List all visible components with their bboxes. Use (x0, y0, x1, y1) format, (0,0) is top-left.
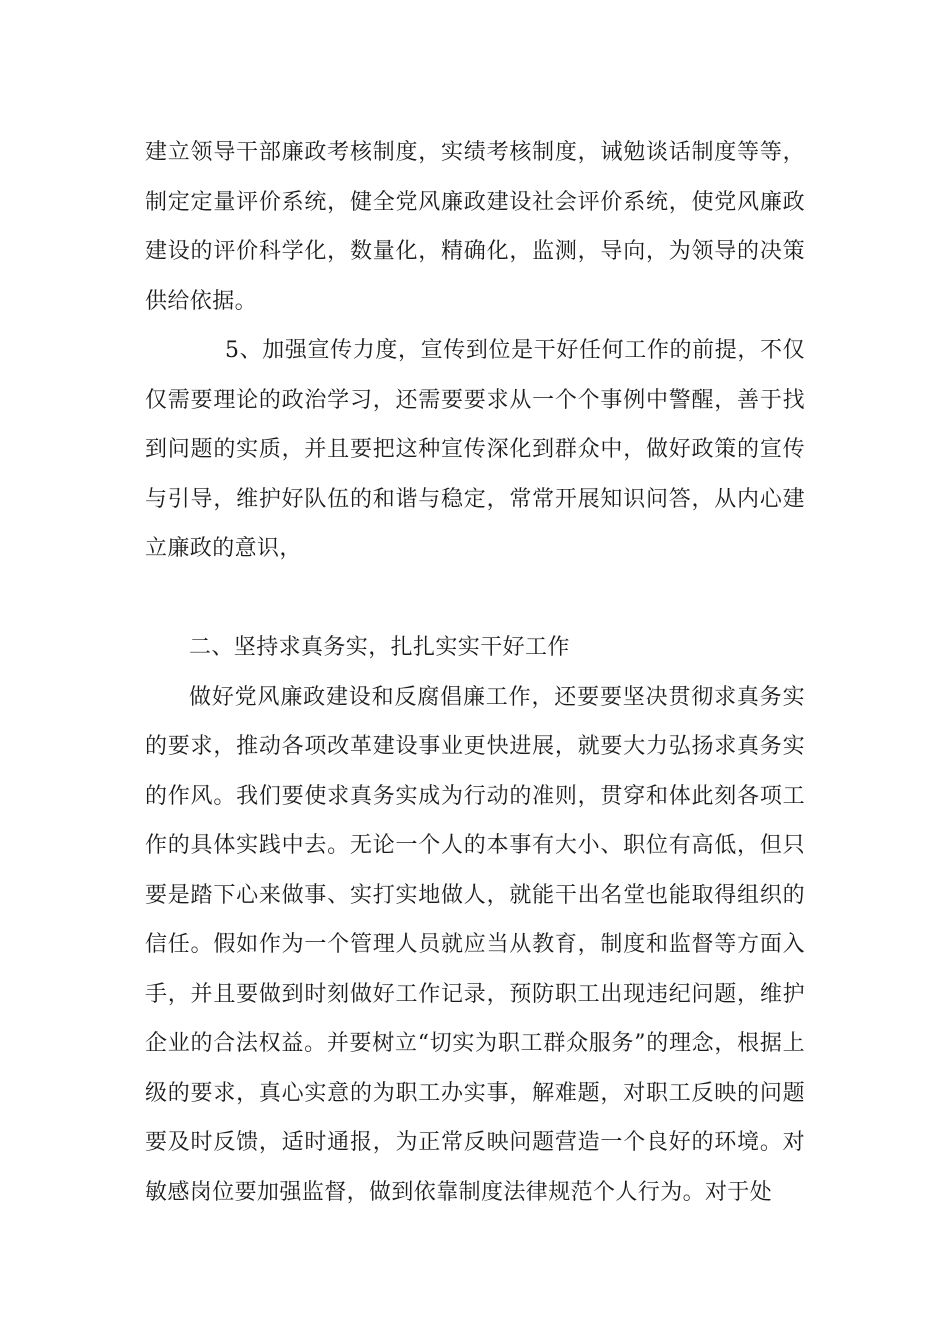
paragraph-publicity: 5、加强宣传力度，宣传到位是干好任何工作的前提，不仅仅需要理论的政治学习，还需要要求从一个个事例中警醒，善于找到问题的实质，并且要把这种宣传深化到群众中，做好政策的宣传与引导，维护好队伍的和谐与稳定，常常开展知识问答，从内心建立廉政的意识， (145, 338, 805, 561)
paragraph-spacer (145, 574, 805, 624)
section-heading: 二、坚持求真务实，扎扎实实干好工作 (189, 635, 570, 660)
document-body (145, 128, 805, 1217)
paragraph-evaluation-system: 建立领导干部廉政考核制度，实绩考核制度，诫勉谈话制度等等，制定定量评价系统，健全党风廉政建设社会评价系统，使党风廉政建设的评价科学化，数量化，精确化，监测，导向，为领导的决策供给依据。 (145, 140, 805, 314)
paragraph-pragmatic-work: 做好党风廉政建设和反腐倡廉工作，还要要坚决贯彻求真务实的要求，推动各项改革建设事业更快进展，就要大力弘扬求真务实的作风。我们要使求真务实成为行动的准则，贯穿和体此刻各项工作的具体实践中去。无论一个人的本事有大小、职位有高低，但只要是踏下心来做事、实打实地做人，就能干出名堂也能取得组织的信任。假如作为一个管理人员就应当从教育，制度和监督等方面入手，并且要做到时刻做好工作记录，预防职工出现违纪问题，维护企业的合法权益。并要树立“切实为职工群众服务”的理念，根据上级的要求，真心实意的为职工办实事，解难题，对职工反映的问题要及时反馈，适时通报，为正常反映问题营造一个良好的环境。对敏感岗位要加强监督，做到依靠制度法律规范个人行为。对于处 (145, 684, 805, 1205)
